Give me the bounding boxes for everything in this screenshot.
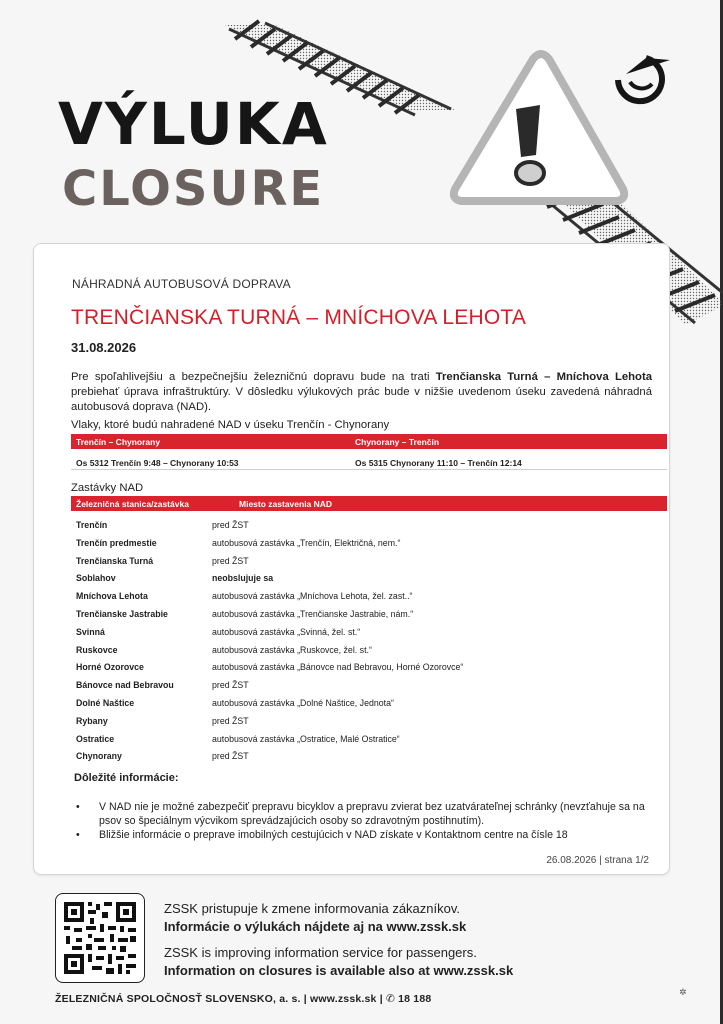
footer-en-line2[interactable]: Information on closures is available also at www.zssk.sk: [164, 963, 514, 978]
footer-sk-line1: ZSSK pristupuje k zmene informovania zákazníkov.: [164, 901, 461, 916]
page-title: VÝLUKA: [58, 90, 329, 158]
info-list: [74, 800, 654, 843]
stop-station: Trenčianska Turná: [76, 555, 154, 566]
trains-heading: Vlaky, ktoré budú nahradené NAD v úseku Trenčín - Chynorany: [71, 419, 390, 431]
table-row: [71, 641, 667, 659]
company-line: ŽELEZNIČNÁ SPOLOČNOSŤ SLOVENSKO, a. s. | www.zssk.sk | ✆ 18 188: [55, 993, 432, 1005]
intro-route: Trenčianska Turná – Mníchova Lehota: [435, 371, 653, 383]
col-station: Železničná stanica/zastávka: [76, 499, 189, 509]
stop-place: autobusová zastávka „Mníchova Lehota, žel. zast..“: [212, 591, 413, 602]
stop-place: pred ŽST: [212, 520, 249, 530]
page-info: 26.08.2026 | strana 1/2: [546, 855, 649, 866]
qr-code-graphic: [64, 902, 136, 974]
page-subtitle: CLOSURE: [62, 161, 325, 217]
footer-en-line1: ZSSK is improving information service for passengers.: [164, 945, 477, 960]
stops-table: [71, 516, 667, 765]
stop-station: Mníchova Lehota: [76, 591, 148, 602]
closure-date: 31.08.2026: [71, 340, 137, 355]
stop-station: Trenčín predmestie: [76, 537, 157, 548]
stop-station: Trenčianske Jastrabie: [76, 608, 168, 619]
stop-station: Rybany: [76, 715, 108, 726]
stop-place: neobslujuje sa: [212, 573, 274, 584]
stop-station: Ostratice: [76, 733, 115, 744]
intro-text-1: Pre spoľahlivejšiu a bezpečnejšiu železničnú dopravu bude na trati: [71, 371, 436, 383]
stops-heading: Zastávky NAD: [71, 482, 144, 494]
notice-kicker: NÁHRADNÁ AUTOBUSOVÁ DOPRAVA: [72, 277, 291, 291]
route-title: TRENČIANSKA TURNÁ – MNÍCHOVA LEHOTA: [71, 306, 527, 329]
stop-place: pred ŽST: [212, 751, 249, 762]
table-row: [71, 605, 667, 623]
table-row: [71, 658, 667, 676]
stop-place: autobusová zastávka „Bánovce nad Bebravou, Horné Ozorovce“: [212, 662, 464, 673]
table-row: [71, 534, 667, 552]
stops-header-bar: [71, 496, 667, 511]
table-row: [71, 552, 667, 570]
train-row: [71, 454, 667, 470]
qr-code-icon[interactable]: [55, 893, 145, 983]
train-right: Os 5315 Chynorany 11:10 – Trenčín 12:14: [355, 458, 522, 468]
stop-station: Soblahov: [76, 573, 116, 584]
table-row: [71, 587, 667, 605]
stop-station: Horné Ozorovce: [76, 662, 144, 673]
table-row: [71, 730, 667, 748]
trains-header-bar: [71, 434, 667, 449]
stop-station: Trenčín: [76, 520, 108, 530]
stop-station: Bánovce nad Bebravou: [76, 680, 174, 691]
stop-station: Dolné Naštice: [76, 697, 135, 708]
train-left: Os 5312 Trenčín 9:48 – Chynorany 10:53: [76, 458, 239, 468]
zssk-logo-icon: [606, 46, 678, 106]
list-item: • V NAD nie je možné zabezpečiť prepravu bicyklov a prepravu zvierat bez uzatvárateľnej schránky (nevzťahuje sa na psov so špeciálnym výcvikom sprevádzajúcich osoby so zdravotným postihnutím).: [74, 800, 654, 828]
table-row: [71, 712, 667, 730]
list-item: • Bližšie informácie o preprave imobilných cestujúcich v NAD získate v Kontaktnom centre na čísle 18: [74, 828, 654, 842]
col-place: Miesto zastavenia NAD: [239, 499, 333, 509]
warning-triangle-icon: [454, 54, 624, 201]
table-row: [71, 569, 667, 587]
stop-place: pred ŽST: [212, 715, 249, 726]
stop-place: pred ŽST: [212, 555, 249, 566]
notice-card: [33, 243, 670, 875]
table-row: [71, 694, 667, 712]
table-row: [71, 623, 667, 641]
intro-paragraph: [71, 370, 652, 415]
stop-place: pred ŽST: [212, 680, 249, 691]
stop-place: autobusová zastávka „Dolné Naštice, Jednota“: [212, 697, 394, 708]
stop-station: Svinná: [76, 626, 105, 637]
table-row: [71, 747, 667, 765]
table-row: [71, 516, 667, 534]
footer-sk-line2[interactable]: Informácie o výlukách nájdete aj na www.zssk.sk: [164, 919, 467, 934]
direction-right: Chynorany – Trenčín: [355, 437, 440, 447]
stop-place: autobusová zastávka „Svinná, žel. st.“: [212, 626, 361, 637]
stop-station: Chynorany: [76, 751, 122, 762]
stop-place: autobusová zastávka „Ruskovce, žel. st.“: [212, 644, 372, 655]
recycle-icon: ✲: [679, 987, 687, 997]
table-row: [71, 676, 667, 694]
stop-place: autobusová zastávka „Ostratice, Malé Ostratice“: [212, 733, 400, 744]
direction-left: Trenčín – Chynorany: [76, 437, 161, 447]
info-heading: Dôležité informácie:: [74, 772, 179, 784]
stop-station: Ruskovce: [76, 644, 118, 655]
intro-text-2: prebiehať úprava infraštruktúry. V dôsledku výlukových prác bude v nižšie uvedenom úseku zavedená náhradná autobusová doprava (NAD).: [71, 386, 652, 413]
stop-place: autobusová zastávka „Trenčianske Jastrabie, nám.“: [212, 608, 414, 619]
stop-place: autobusová zastávka „Trenčín, Električná, nem.“: [212, 537, 401, 548]
